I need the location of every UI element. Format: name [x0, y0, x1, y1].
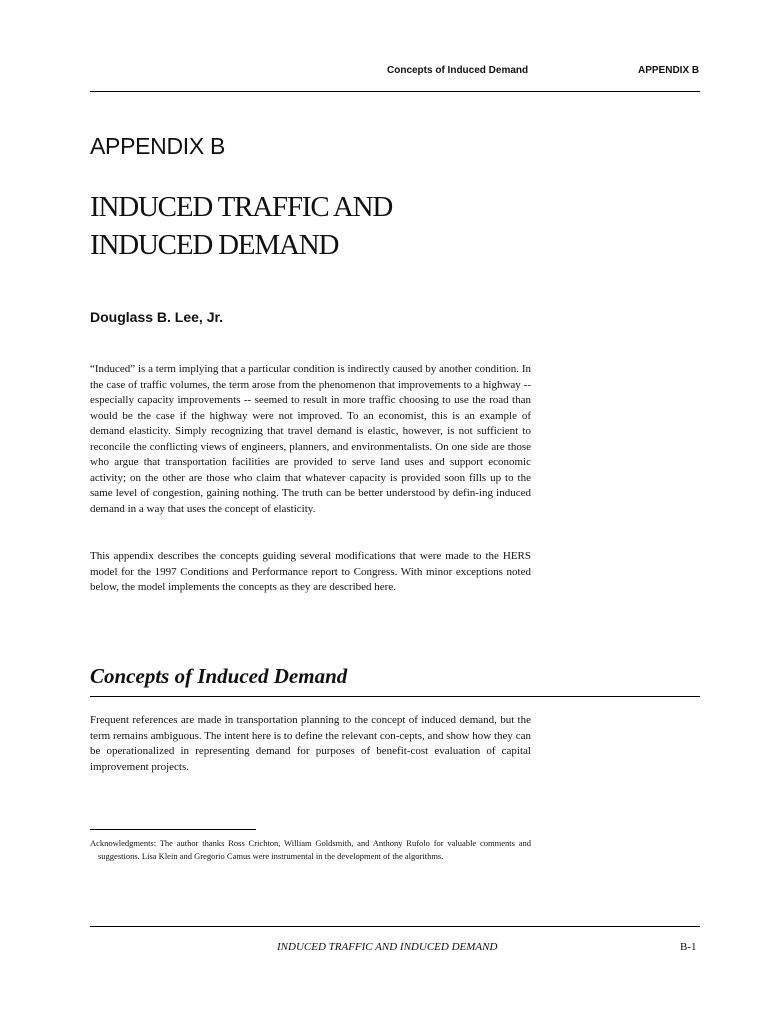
footnote-divider: [90, 829, 256, 830]
section-heading: Concepts of Induced Demand: [90, 664, 348, 688]
page-number: B-1: [680, 941, 697, 953]
intro-paragraph-2: This appendix describes the concepts guiding several modifications that were made to the HERS model for the 1997 Conditions and Performance report to Congress. With minor exceptions noted below, the model implements the concepts as they are described here.: [90, 550, 531, 593]
page-title-line-2: INDUCED DEMAND: [90, 229, 339, 261]
page-title: [90, 188, 392, 264]
author-name: Douglass B. Lee, Jr.: [90, 309, 224, 325]
header-divider: [90, 91, 700, 92]
running-footer-title: INDUCED TRAFFIC AND INDUCED DEMAND: [277, 941, 498, 953]
footnote: [90, 837, 531, 862]
running-header-section: Concepts of Induced Demand: [387, 65, 529, 76]
footer-divider: [90, 926, 700, 927]
page-title-line-1: INDUCED TRAFFIC AND: [90, 191, 393, 223]
intro-paragraph-1: “Induced” is a term implying that a particular condition is indirectly caused by another condition. In the case of traffic volumes, the term arose from the phenomenon that improvements to a highway -- especially capacity improvements -- seemed to result in more traffic choosing to use the road than would be the case if the highway were not improved. To an economist, this is an example of demand elasticity. Simply recognizing that travel demand is elastic, however, is not sufficient to reconcile the conflicting views of engineers, planners, and environmentalists. On one side are those who argue that transportation facilities are provided to serve land uses and support economic activity; on the other are those who claim that whatever capacity is provided soon fills up to the same level of congestion, gaining nothing. The truth can be better understood by defin-ing induced demand in a way that uses the concept of elasticity.: [90, 363, 531, 515]
running-header-appendix: APPENDIX B: [638, 65, 700, 76]
section-paragraph: Frequent references are made in transportation planning to the concept of induced demand, but the term remains ambiguous. The intent here is to define the relevant con-cepts, and show how they can be operationalized in representing demand for purposes of benefit-cost evaluation of capital improvement projects.: [90, 714, 531, 773]
section-divider: [90, 696, 700, 697]
appendix-label: APPENDIX B: [90, 133, 226, 159]
footnote-text: Acknowledgments: The author thanks Ross Crichton, William Goldsmith, and Anthony Rufolo for valuable comments and suggestions. Lisa Klein and Gregorio Camus were instrumental in the development of the algorithms.: [90, 838, 531, 861]
